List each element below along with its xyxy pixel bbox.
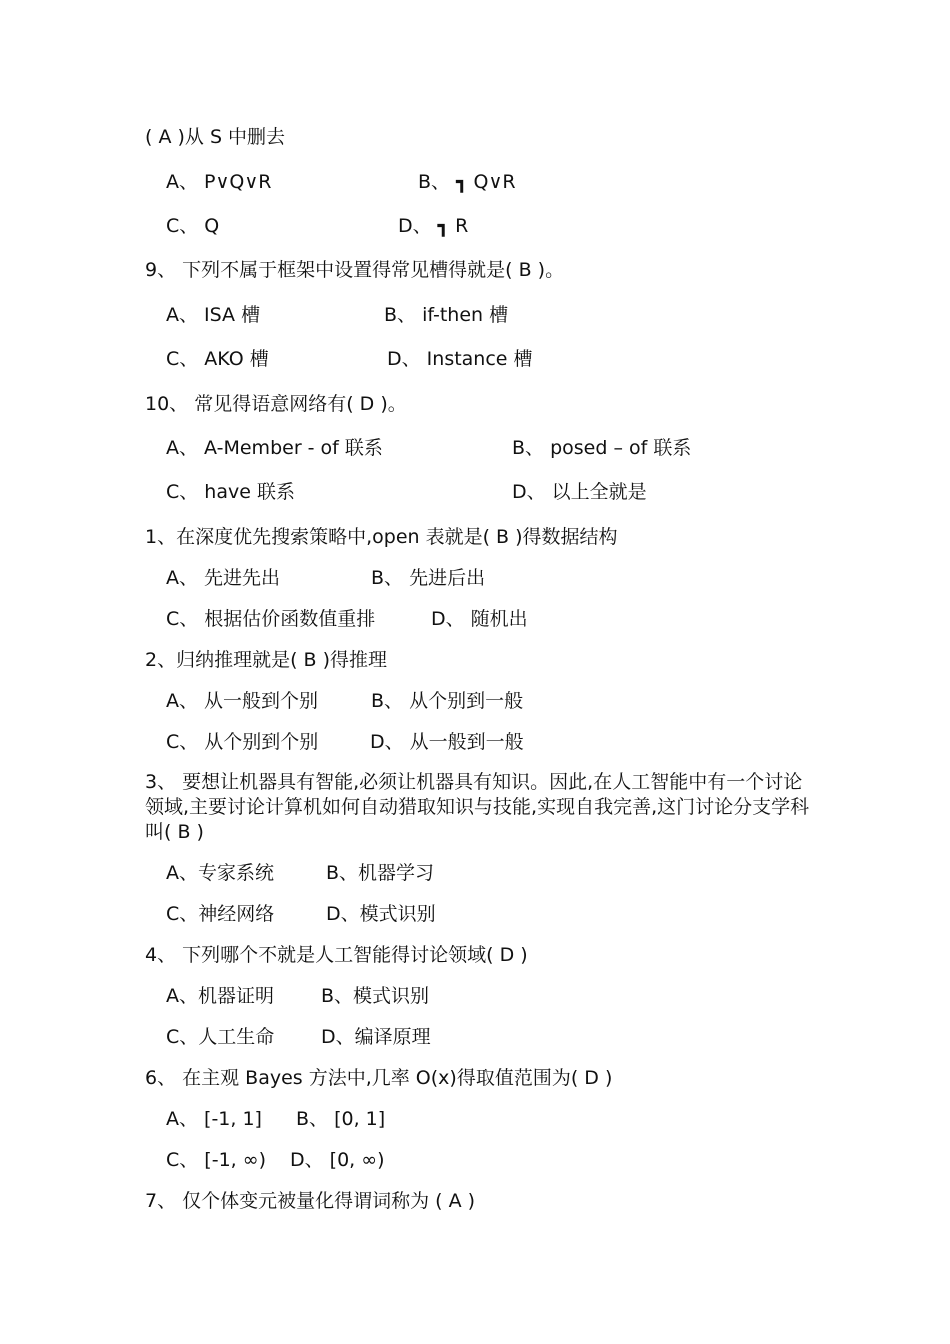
question-10: 10、 常见得语意网络有( D )。 — [145, 393, 407, 415]
question-3: 3、 要想让机器具有智能,必须让机器具有知识。因此,在人工智能中有一个讨论领域,主要讨论计算机如何自动猎取知识与技能,实现自我完善,这门讨论分支学科叫( B ) — [145, 771, 810, 843]
option-b: B、机器学习 — [326, 862, 435, 884]
option-c: C、 根据估价函数值重排 — [166, 608, 376, 630]
option-a: A、 先进先出 — [166, 567, 281, 589]
option-b: B、 先进后出 — [371, 567, 486, 589]
option-d: D、模式识别 — [326, 903, 436, 925]
option-d: D、 ┓ R — [398, 215, 469, 237]
option-c: C、 [-1, ∞) — [166, 1149, 266, 1171]
option-a: A、 [-1, 1] — [166, 1108, 262, 1130]
option-a: A、专家系统 — [166, 862, 274, 884]
option-a: A、机器证明 — [166, 985, 274, 1007]
option-b: B、 if-then 槽 — [384, 304, 509, 326]
option-c: C、人工生命 — [166, 1026, 275, 1048]
option-c: C、 从个别到个别 — [166, 731, 319, 753]
option-b: B、 ┓ Q∨R — [418, 171, 516, 193]
option-a: A、 A-Member - of 联系 — [166, 437, 383, 459]
option-a: A、 从一般到个别 — [166, 690, 319, 712]
option-d: D、编译原理 — [321, 1026, 431, 1048]
question-1: 1、在深度优先搜索策略中,open 表就是( B )得数据结构 — [145, 526, 618, 548]
option-b: B、模式识别 — [321, 985, 430, 1007]
question-9: 9、 下列不属于框架中设置得常见槽得就是( B )。 — [145, 259, 565, 281]
question-4: 4、 下列哪个不就是人工智能得讨论领域( D ) — [145, 944, 528, 966]
option-d: D、 随机出 — [431, 608, 528, 630]
question-fragment: ( A )从 S 中删去 — [145, 126, 286, 148]
option-c: C、 Q — [166, 215, 220, 237]
question-6: 6、 在主观 Bayes 方法中,几率 O(x)得取值范围为( D ) — [145, 1067, 613, 1089]
question-2: 2、归纳推理就是( B )得推理 — [145, 649, 388, 671]
option-c: C、 AKO 槽 — [166, 348, 269, 370]
option-d: D、 [0, ∞) — [290, 1149, 385, 1171]
option-a: A、 P∨Q∨R — [166, 171, 272, 193]
option-b: B、 从个别到一般 — [371, 690, 524, 712]
option-b: B、 posed – of 联系 — [512, 437, 692, 459]
option-d: D、 Instance 槽 — [387, 348, 533, 370]
option-d: D、 以上全就是 — [512, 481, 647, 503]
option-d: D、 从一般到一般 — [370, 731, 524, 753]
question-7: 7、 仅个体变元被量化得谓词称为 ( A ) — [145, 1190, 476, 1212]
option-c: C、 have 联系 — [166, 481, 295, 503]
option-a: A、 ISA 槽 — [166, 304, 261, 326]
option-b: B、 [0, 1] — [296, 1108, 386, 1130]
option-c: C、神经网络 — [166, 903, 275, 925]
